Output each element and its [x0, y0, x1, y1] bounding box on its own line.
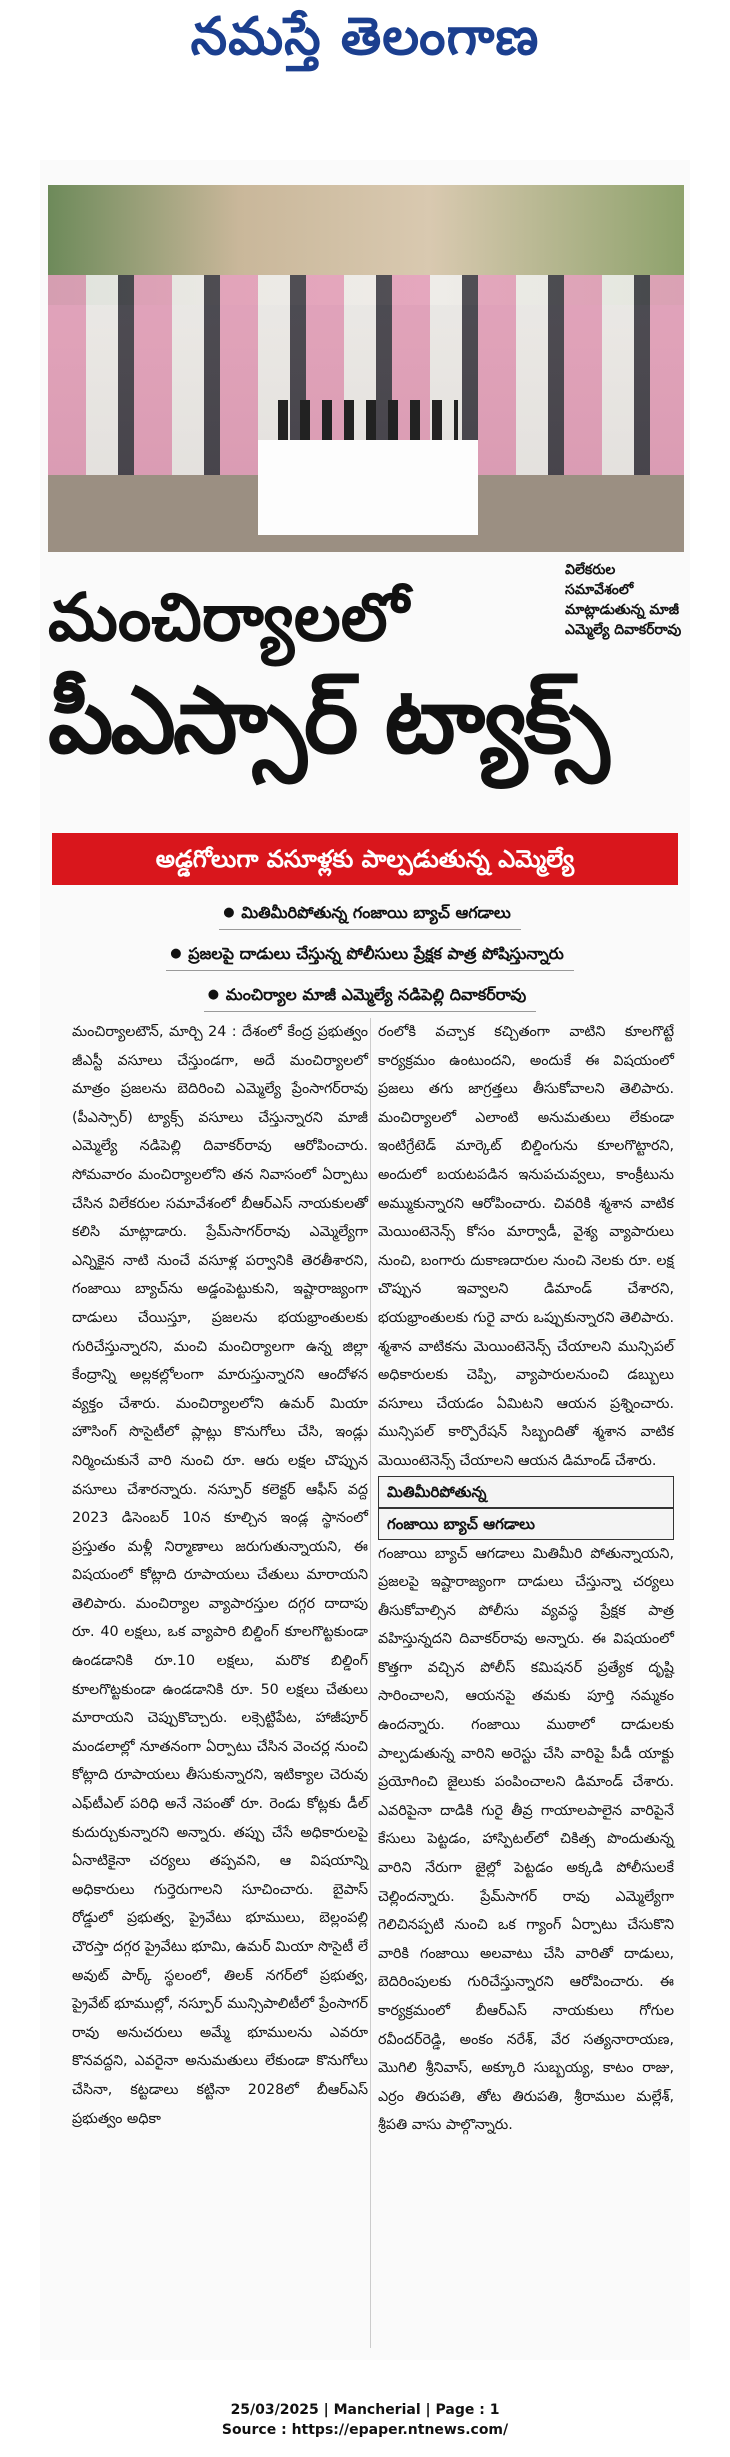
- highlight-bullet: ● ప్రజలపై దాడులు చేస్తున్న పోలీసులు ప్రేక్షక పాత్ర పోషిస్తున్నారు: [166, 938, 574, 971]
- subhead-2: గంజాయి బ్యాచ్ ఆగడాలు: [378, 1508, 674, 1540]
- article-body-right-bottom: గంజాయి బ్యాచ్ ఆగడాలు మితిమీరి పోతున్నాయని, ప్రజలపై ఇష్టారాజ్యంగా దాడులు చేస్తున్నా చర్యలు తీసుకోవాల్సిన పోలీసు వ్యవస్థ ప్రేక్షక పాత్ర వహిస్తున్నదని దివాకర్‌రావు అన్నారు. ఈ విషయంలో కొత్తగా వచ్చిన పోలీస్ కమిషనర్ ప్రత్యేక దృష్టి సారించాలని, ఆయనపై తమకు పూర్తి నమ్మకం ఉందన్నారు. గంజాయి ముఠాలో దాడులకు పాల్పడుతున్న వారిని అరెస్టు చేసి వారిపై పీడీ యాక్టు ప్రయోగించి జైలుకు పంపించాలని డిమాండ్ చేశారు. ఎవరిపైనా దాడికి గురై తీవ్ర గాయాలపాలైన వారిపైనే కేసులు పెట్టడం, హాస్పిటల్‌లో చికిత్స పొందుతున్న వారిని నేరుగా జైల్లో పెట్టడం అక్కడి పోలీసులకే చెల్లిందన్నారు. ప్రేమ్‌సాగర్ రావు ఎమ్మెల్యేగా గెలిచినప్పటి నుంచి ఒక గ్యాంగ్ ఏర్పాటు చేసుకొని వారికి గంజాయి అలవాటు చేసి వారితో దాడులు, బెదిరింపులకు గురిచేస్తున్నారని ఆరోపించారు. ఈ కార్యక్రమంలో బీఆర్‌ఎస్ నాయకులు గోగుల రవీందర్‌రెడ్డి, అంకం నరేశ్, వేర సత్యనారాయణ, మొగిలి శ్రీనివాస్, అక్కూరి సుబ్బయ్య, కాటం రాజు, ఎర్రం తిరుపతి, తోట తిరుపతి, శ్రీరాముల మల్లేశ్, శ్రీపతి వాసు పాల్గొన్నారు.: [378, 1545, 674, 2134]
- article-body-right-top: రంలోకి వచ్చాక కచ్చితంగా వాటిని కూలగొట్టే కార్యక్రమం ఉంటుందని, అందుకే ఈ విషయంలో ప్రజలు తగు జాగ్రత్తలు తీసుకోవాలని తెలిపారు. మంచిర్యాలలో ఎలాంటి అనుమతులు లేకుండా ఇంటిగ్రేటెడ్ మార్కెట్ బిల్డింగును కూలగొట్టారని, అందులో బయటపడిన ఇనుపచువ్వలు, కాంక్రీటును అమ్ముకున్నారని ఆరోపించారు. చివరికి శ్మశాన వాటిక మెయింటెనెన్స్ కోసం మార్వాడీ, వైశ్య వ్యాపారులు నుంచి, బంగారు దుకాణదారుల నుంచి నెలకు రూ. లక్ష చొప్పున ఇవ్వాలని డిమాండ్ చేశారని, భయభ్రాంతులకు గురై వారు ఒప్పుకున్నారని తెలిపారు. శ్మశాన వాటికను మెయింటెనెన్స్ చేయాలని మున్సిపల్ అధికారులకు చెప్పి, వ్యాపారులనుంచి డబ్బులు వసూలు చేయడం ఏమిటని ఆయన ప్రశ్నించారు. మున్సిపల్ కార్పొరేషన్ సిబ్బందితో శ్మశాన వాటిక మెయింటెనెన్స్ చేయాలని ఆయన డిమాండ్ చేశారు.: [378, 1024, 674, 1469]
- press-meet-photo: [48, 185, 684, 552]
- highlight-bullet: ● మితిమీరిపోతున్న గంజాయి బ్యాచ్ ఆగడాలు: [219, 897, 521, 930]
- photo-caption: విలేకరుల సమావేశంలో మాట్లాడుతున్న మాజీ ఎమ్మెల్యే దివాకర్‌రావు: [565, 562, 682, 638]
- footer-date-edition: 25/03/2025 | Mancherial | Page : 1: [230, 2402, 500, 2418]
- highlight-bullet: ● మంచిర్యాల మాజీ ఎమ్మెల్యే నడిపెల్లి దివాకర్‌రావు: [204, 979, 536, 1012]
- article-column-right: [378, 1018, 674, 2140]
- headline-line-2: పీఎస్సార్ ట్యాక్స్: [48, 666, 607, 774]
- photo-table: [258, 440, 478, 535]
- highlight-bullets: [60, 897, 680, 1020]
- page-footer: [0, 2400, 730, 2440]
- subheadline-banner: అడ్డగోలుగా వసూళ్లకు పాల్పడుతున్న ఎమ్మెల్యే: [52, 833, 678, 885]
- footer-source: Source : https://epaper.ntnews.com/: [221, 2422, 509, 2438]
- subhead-1: మితిమీరిపోతున్న: [378, 1476, 674, 1508]
- masthead: నమస్తే తెలంగాణ: [190, 6, 540, 67]
- column-divider: [370, 1018, 371, 2348]
- article-column-left: [72, 1018, 368, 2133]
- headline-line-1: మంచిర్యాలలో: [48, 578, 409, 656]
- article-body-left: మంచిర్యాలటౌన్, మార్చి 24 : దేశంలో కేంద్ర ప్రభుత్వం జీఎస్టీ వసూలు చేస్తుండగా, అదే మంచిర్యాలలో మాత్రం ప్రజలను బెదిరించి ఎమ్మెల్యే ప్రేంసాగర్‌రావు (పీఎస్సార్) ట్యాక్స్ వసూలు చేస్తున్నారని మాజీ ఎమ్మెల్యే నడిపెల్లి దివాకర్‌రావు ఆరోపించారు. సోమవారం మంచిర్యాలలోని తన నివాసంలో ఏర్పాటు చేసిన విలేకరుల సమావేశంలో బీఆర్‌ఎస్ నాయకులతో కలిసి మాట్లాడారు. ప్రేమ్‌సాగర్‌రావు ఎమ్మెల్యేగా ఎన్నికైన నాటి నుంచే వసూళ్ల పర్వానికి తెరతీశారని, గంజాయి బ్యాచ్‌ను అడ్డంపెట్టుకుని, ఇష్టారాజ్యంగా దాడులు చేయిస్తూ, ప్రజలను భయభ్రాంతులకు గురిచేస్తున్నారని, మంచి మంచిర్యాలగా ఉన్న జిల్లా కేంద్రాన్ని అల్లకల్లోలంగా మారుస్తున్నారని ఆందోళన వ్యక్తం చేశారు. మంచిర్యాలలోని ఉమర్ మియా హౌసింగ్ సొసైటీలో ప్లాట్లు కొనుగోలు చేసి, ఇండ్లు నిర్మించుకునే వారి నుంచి రూ. ఆరు లక్షల చొప్పున వసూలు చేశారన్నారు. నస్పూర్ కలెక్టర్ ఆఫీస్ వద్ద 2023 డిసెంబర్ 10న కూల్చిన ఇండ్ల స్థానంలో ప్రస్తుతం మళ్లీ నిర్మాణాలు జరుగుతున్నాయని, ఈ విషయంలో కోట్లాది రూపాయలు చేతులు మారాయని తెలిపారు. మంచిర్యాల వ్యాపారస్తుల దగ్గర దాదాపు రూ. 40 లక్షలు, ఒక వ్యాపారి బిల్డింగ్ కూలగొట్టకుండా ఉండడానికి రూ.10 లక్షలు, మరొక బిల్డింగ్ కూలగొట్టకుండా ఉండడానికి రూ. 50 లక్షలు చేతులు మారాయని చెప్పుకొచ్చారు. లక్సెట్టిపేట, హాజీపూర్ మండలాల్లో నూతనంగా ఏర్పాటు చేసిన వెంచర్ల నుంచి కోట్లాది రూపాయలు తీసుకున్నారని, ఇటిక్యాల చెరువు ఎఫ్‌టీఎల్ పరిధి అనే నెపంతో రూ. రెండు కోట్లకు డీల్ కుదుర్చుకున్నారని అన్నారు. తప్పు చేసే అధికారులపై ఏనాటికైనా చర్యలు తప్పవని, ఆ విషయాన్ని అధికారులు గుర్తెరుగాలని సూచించారు. బైపాస్ రోడ్డులో ప్రభుత్వ, ప్రైవేటు భూములు, బెల్లంపల్లి చౌరస్తా దగ్గర ప్రైవేటు భూమి, ఉమర్ మియా సొసైటీ లే అవుట్ పార్క్ స్థలంలో, తిలక్ నగర్‌లో ప్రభుత్వ, ప్రైవేట్ భూముల్లో, నస్పూర్ మున్సిపాలిటీలో ప్రేంసాగర్ రావు అనుచరులు అమ్మే భూములను ఎవరూ కొనవద్దని, ఎవరైనా అనుమతులు లేకుండా కొనుగోలు చేసినా, కట్టడాలు కట్టినా 2028లో బీఆర్‌ఎస్ ప్రభుత్వం అధికా: [72, 1024, 368, 2127]
